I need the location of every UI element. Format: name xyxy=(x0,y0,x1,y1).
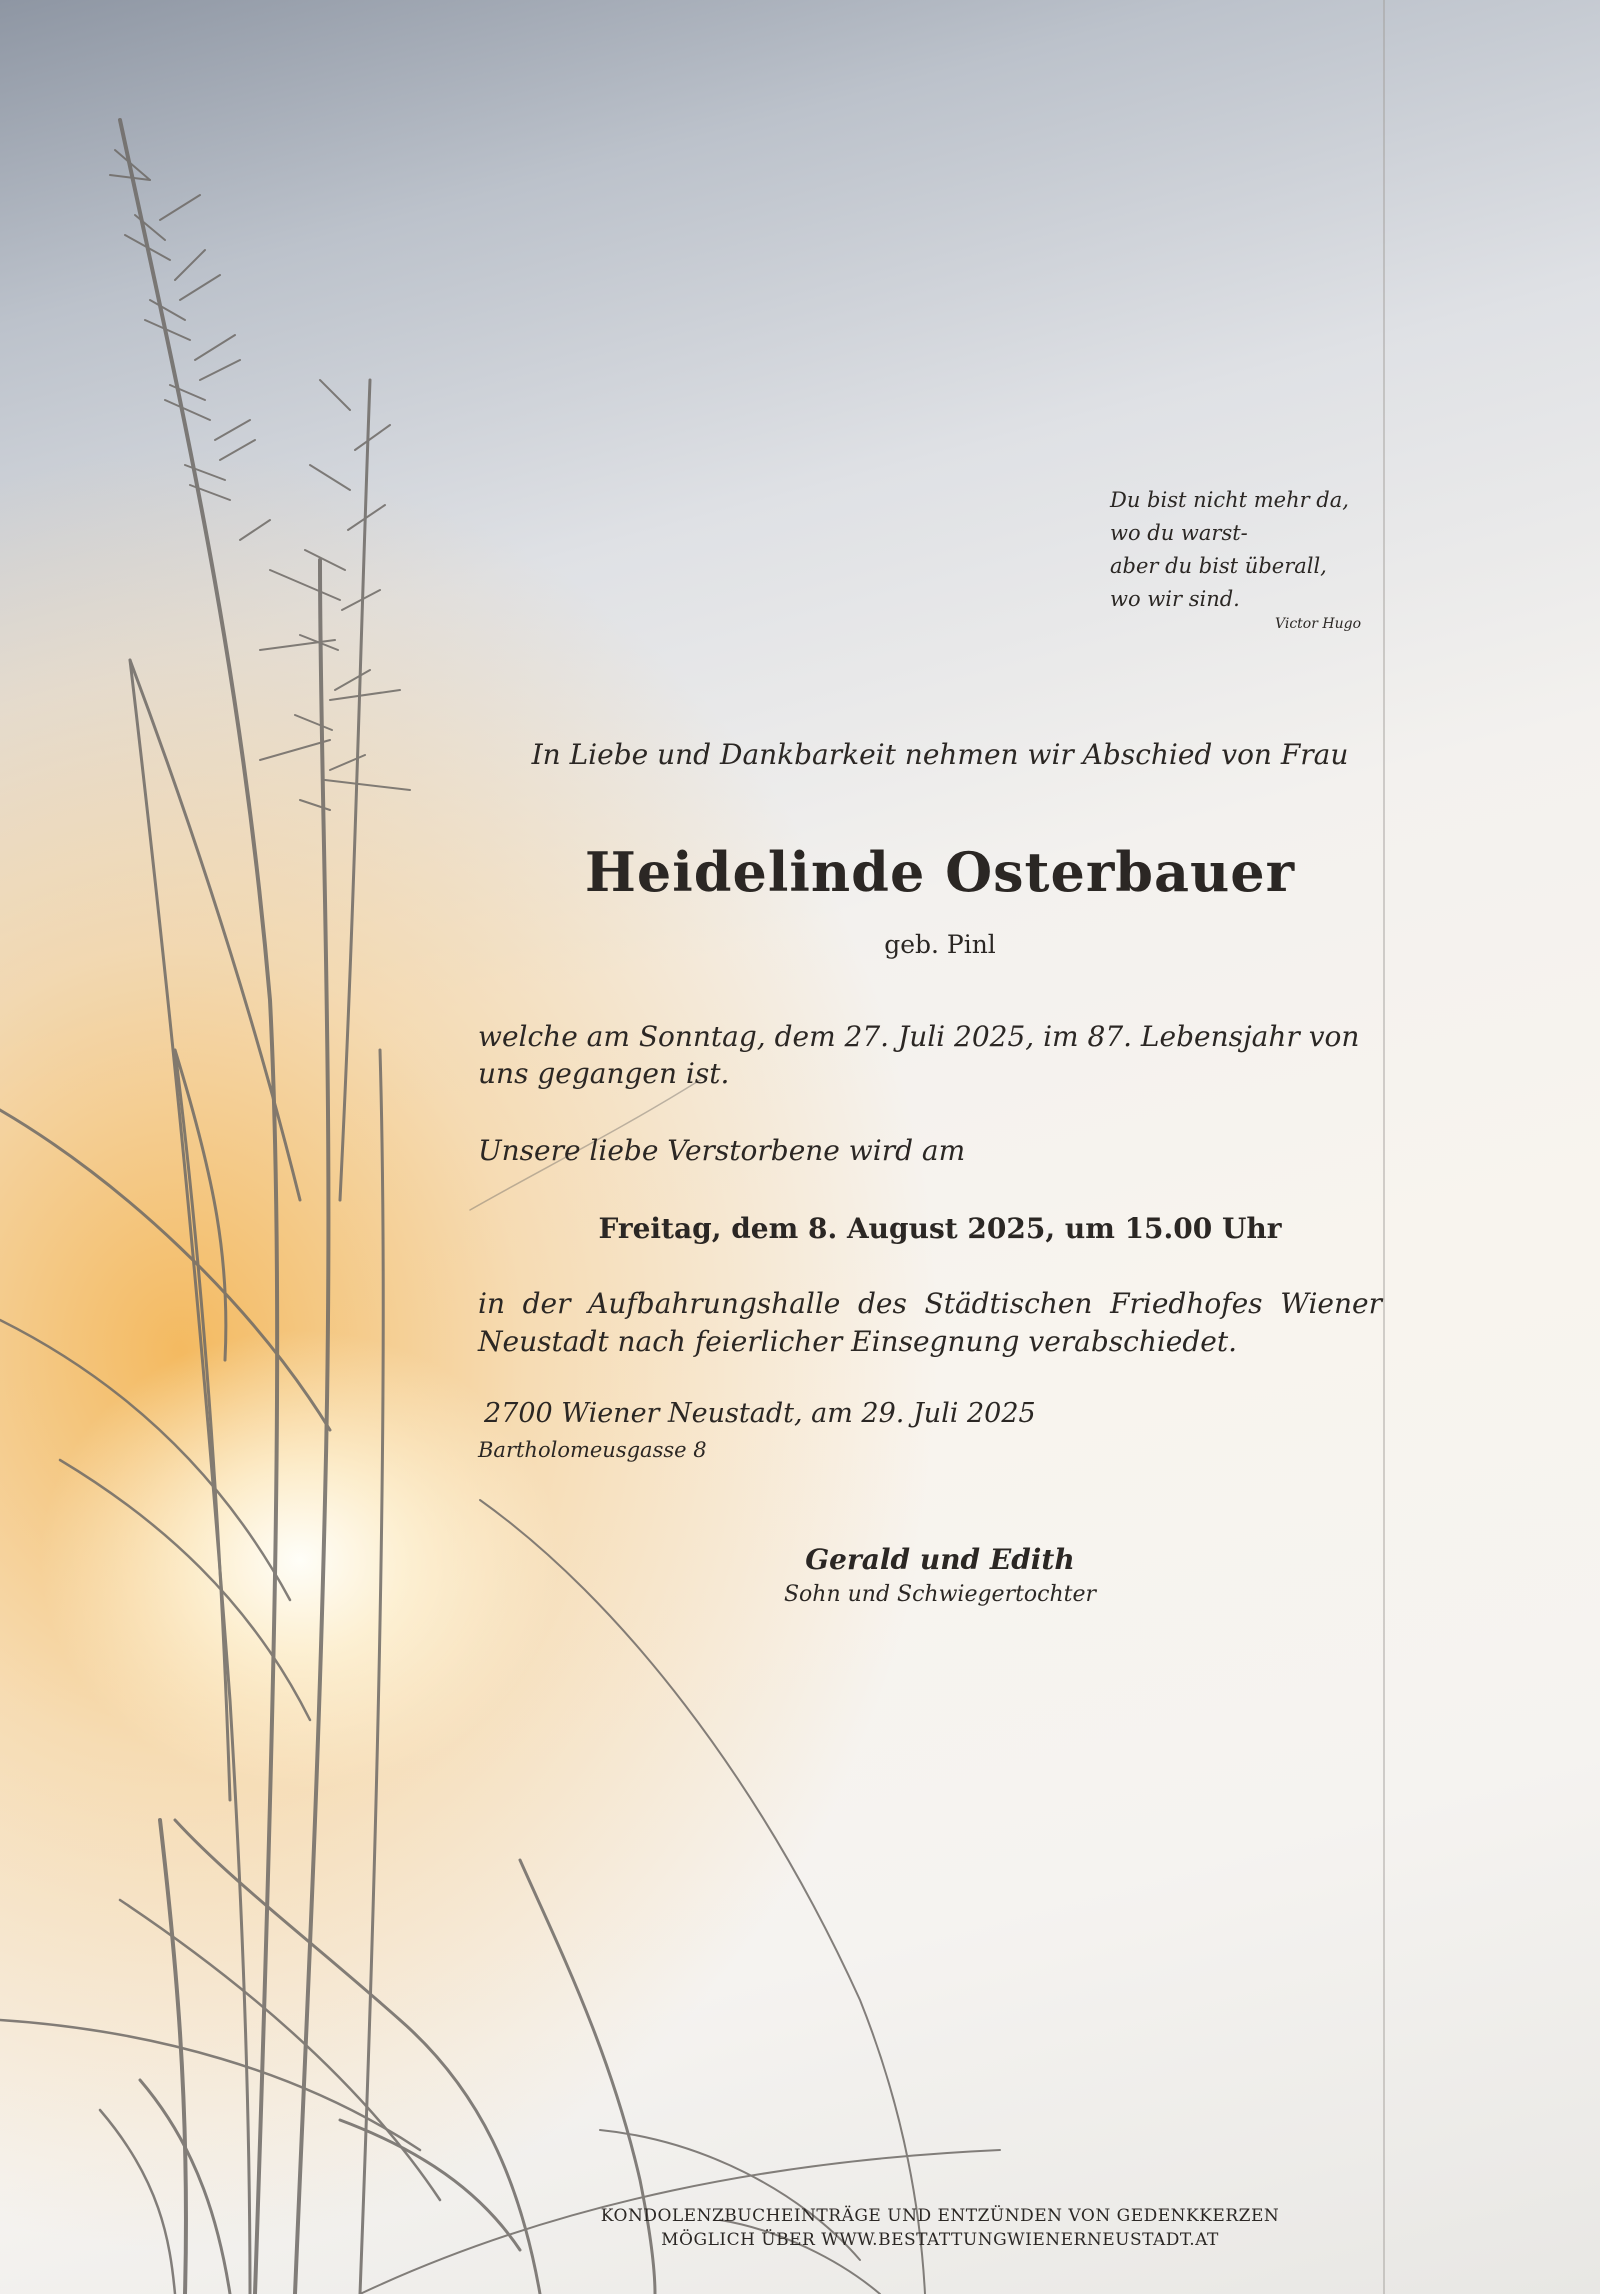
footer-note xyxy=(440,2204,1440,2252)
mourner-names: Gerald und Edith xyxy=(805,1543,1075,1576)
quote-author: Victor Hugo xyxy=(1275,616,1361,632)
place-date: 2700 Wiener Neustadt, am 29. Juli 2025 xyxy=(484,1398,1036,1429)
quote-line-4: wo wir sind. xyxy=(1110,587,1240,611)
quote-line-2: wo du warst- xyxy=(1110,521,1248,545)
ceremony-text: in der Aufbahrungshalle des Städtischen Friedhofes Wiener Neustadt nach feierlicher Einsegnung verabschiedet. xyxy=(478,1287,1382,1358)
footer-line-2: MÖGLICH ÜBER WWW.BESTATTUNGWIENERNEUSTADT.AT xyxy=(661,2230,1219,2250)
deceased-name: Heidelinde Osterbauer xyxy=(584,840,1296,904)
footer-line-1: KONDOLENZBUCHEINTRÄGE UND ENTZÜNDEN VON GEDENKKERZEN xyxy=(600,2206,1280,2226)
quote xyxy=(1110,484,1430,616)
quote-line-3: aber du bist überall, xyxy=(1110,554,1327,578)
mourner-relation: Sohn und Schwiegertochter xyxy=(783,1582,1097,1607)
page-fold-line xyxy=(1383,0,1385,2294)
death-text: welche am Sonntag, dem 27. Juli 2025, im 87. Lebensjahr von uns gegangen ist. xyxy=(478,1020,1360,1090)
farewell-intro: Unsere liebe Verstorbene wird am xyxy=(478,1134,966,1167)
maiden-name: geb. Pinl xyxy=(884,930,996,959)
address: Bartholomeusgasse 8 xyxy=(478,1438,707,1462)
intro-text: In Liebe und Dankbarkeit nehmen wir Abschied von Frau xyxy=(531,738,1349,771)
quote-line-1: Du bist nicht mehr da, xyxy=(1110,488,1349,512)
ceremony-datetime: Freitag, dem 8. August 2025, um 15.00 Uhr xyxy=(598,1212,1282,1245)
